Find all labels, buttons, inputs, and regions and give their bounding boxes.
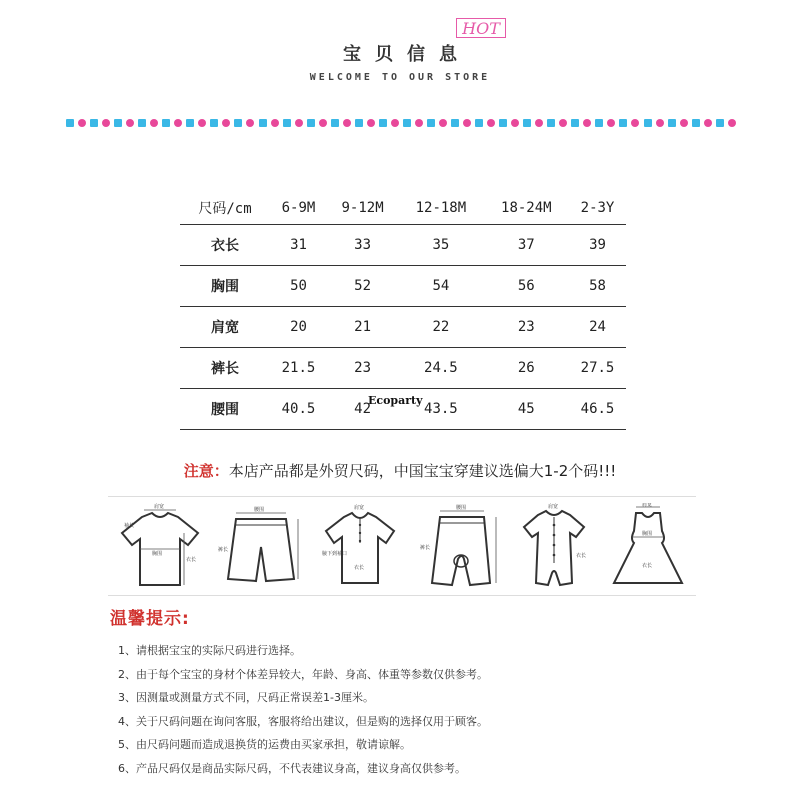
square-dot-icon: [90, 119, 98, 127]
garment-label: 肩宽: [154, 504, 165, 510]
square-dot-icon: [283, 119, 291, 127]
table-cell: 46.5: [580, 401, 615, 417]
table-cell: 58: [589, 278, 606, 294]
table-row: [180, 307, 626, 348]
table-cell: 56: [517, 278, 535, 294]
square-dot-icon: [475, 119, 483, 127]
table-row: [180, 225, 626, 266]
circle-dot-icon: [439, 119, 447, 127]
table-cell: 39: [589, 237, 606, 253]
garment-label: 裤长: [218, 547, 229, 553]
square-dot-icon: [66, 119, 74, 127]
circle-dot-icon: [559, 119, 567, 127]
square-dot-icon: [355, 119, 363, 127]
square-dot-icon: [451, 119, 459, 127]
size-notice: [0, 460, 800, 481]
tips-title: 温馨提示:: [110, 609, 190, 629]
table-cell: 21: [354, 319, 371, 335]
circle-dot-icon: [174, 119, 182, 127]
circle-dot-icon: [487, 119, 495, 127]
circle-dot-icon: [607, 119, 615, 127]
square-dot-icon: [379, 119, 387, 127]
row-label: 腰围: [211, 402, 239, 418]
garment-label: 衣长: [642, 563, 653, 569]
header-cell: 18-24M: [501, 200, 552, 216]
square-dot-icon: [186, 119, 194, 127]
row-label: 衣长: [211, 238, 239, 254]
garment-label: 肩宽: [354, 505, 365, 511]
square-dot-icon: [595, 119, 603, 127]
list-item: 3、因测量或测量方式不同，尺码正常误差1-3厘米。: [118, 691, 374, 705]
tshirt-icon: [114, 503, 206, 591]
table-cell: 24.5: [424, 360, 458, 376]
shirt-icon: [314, 503, 406, 591]
table-row: [180, 348, 626, 389]
garment-label: 腋下到袖口: [322, 551, 348, 557]
notice-label: 注意：: [183, 462, 229, 480]
garment-label: 腰围: [254, 507, 265, 513]
square-dot-icon: [331, 119, 339, 127]
measurement-illustrations: [108, 496, 696, 596]
circle-dot-icon: [367, 119, 375, 127]
circle-dot-icon: [78, 119, 86, 127]
garment-label: 袖长: [124, 523, 135, 529]
circle-dot-icon: [295, 119, 303, 127]
circle-dot-icon: [222, 119, 230, 127]
square-dot-icon: [668, 119, 676, 127]
header-cell: 尺码/cm: [198, 201, 252, 217]
size-table-header-row: [180, 192, 626, 225]
square-dot-icon: [259, 119, 267, 127]
table-cell: 35: [432, 237, 450, 253]
circle-dot-icon: [319, 119, 327, 127]
table-cell: 37: [517, 237, 535, 253]
table-cell: 20: [290, 319, 307, 335]
header-cell: 2-3Y: [580, 200, 615, 216]
circle-dot-icon: [102, 119, 110, 127]
garment-label: 肩宽: [642, 503, 653, 508]
garment-label: 衣长: [354, 565, 365, 571]
square-dot-icon: [547, 119, 555, 127]
square-dot-icon: [692, 119, 700, 127]
notice-text: 本店产品都是外贸尺码，中国宝宝穿建议选偏大1-2个码!!!: [228, 462, 617, 480]
table-row: [180, 266, 626, 307]
square-dot-icon: [138, 119, 146, 127]
square-dot-icon: [619, 119, 627, 127]
table-cell: 23: [517, 319, 535, 335]
dress-icon: [602, 503, 694, 591]
circle-dot-icon: [728, 119, 736, 127]
circle-dot-icon: [415, 119, 423, 127]
hot-badge: HOT: [456, 18, 506, 38]
table-cell: 21.5: [281, 360, 316, 376]
square-dot-icon: [307, 119, 315, 127]
tips-list: [118, 642, 488, 784]
list-item: 6、产品尺码仅是商品实际尺码，不代表建议身高，建议身高仅供参考。: [118, 761, 466, 775]
circle-dot-icon: [126, 119, 134, 127]
table-cell: 52: [354, 278, 371, 294]
circle-dot-icon: [631, 119, 639, 127]
circle-dot-icon: [391, 119, 399, 127]
garment-label: 腰围: [456, 505, 467, 511]
circle-dot-icon: [246, 119, 254, 127]
circle-dot-icon: [704, 119, 712, 127]
list-item: 4、关于尺码问题在询问客服，客服将给出建议，但是购的选择仅用于顾客。: [118, 714, 488, 728]
square-dot-icon: [571, 119, 579, 127]
page-title: 宝贝信息: [343, 44, 471, 65]
table-cell: 26: [517, 360, 535, 376]
row-label: 肩宽: [211, 320, 239, 336]
romper-icon: [508, 503, 600, 591]
garment-label: 裤长: [420, 545, 431, 551]
row-label: 裤长: [211, 361, 239, 377]
circle-dot-icon: [463, 119, 471, 127]
square-dot-icon: [114, 119, 122, 127]
square-dot-icon: [427, 119, 435, 127]
header-cell: 6-9M: [281, 200, 316, 216]
header-cell: 9-12M: [341, 200, 384, 216]
garment-label: 胸围: [642, 531, 653, 537]
table-cell: 24: [589, 319, 606, 335]
shorts-icon: [214, 503, 306, 591]
table-cell: 22: [432, 319, 450, 335]
square-dot-icon: [644, 119, 652, 127]
circle-dot-icon: [656, 119, 664, 127]
table-cell: 54: [432, 278, 450, 294]
square-dot-icon: [162, 119, 170, 127]
page-subtitle: WELCOME TO OUR STORE: [309, 72, 491, 83]
watermark-text: Ecoparty: [368, 394, 423, 407]
table-cell: 31: [290, 237, 307, 253]
circle-dot-icon: [271, 119, 279, 127]
table-cell: 43.5: [424, 401, 458, 417]
table-cell: 27.5: [580, 360, 615, 376]
garment-label: 胸围: [152, 551, 163, 557]
circle-dot-icon: [511, 119, 519, 127]
circle-dot-icon: [198, 119, 206, 127]
table-cell: 42: [354, 401, 371, 417]
row-label: 胸围: [211, 279, 239, 295]
garment-label: 衣长: [576, 553, 587, 559]
list-item: 5、由尺码问题而造成退换货的运费由买家承担，敬请谅解。: [118, 738, 411, 752]
table-cell: 23: [354, 360, 371, 376]
garment-label: 肩宽: [548, 504, 559, 510]
circle-dot-icon: [535, 119, 543, 127]
circle-dot-icon: [583, 119, 591, 127]
circle-dot-icon: [150, 119, 158, 127]
square-dot-icon: [403, 119, 411, 127]
pants-icon: [414, 503, 506, 591]
square-dot-icon: [234, 119, 242, 127]
circle-dot-icon: [343, 119, 351, 127]
table-cell: 50: [290, 278, 307, 294]
square-dot-icon: [716, 119, 724, 127]
garment-label: 衣长: [186, 557, 197, 563]
square-dot-icon: [499, 119, 507, 127]
square-dot-icon: [210, 119, 218, 127]
dotted-divider: [66, 116, 736, 130]
circle-dot-icon: [680, 119, 688, 127]
list-item: 1、请根据宝宝的实际尺码进行选择。: [118, 644, 301, 657]
header-cell: 12-18M: [415, 200, 467, 216]
table-cell: 40.5: [281, 401, 316, 417]
table-cell: 45: [517, 401, 535, 417]
table-cell: 33: [354, 237, 371, 253]
list-item: 2、由于每个宝宝的身材个体差异较大，年龄、身高、体重等参数仅供参考。: [118, 667, 488, 681]
square-dot-icon: [523, 119, 531, 127]
